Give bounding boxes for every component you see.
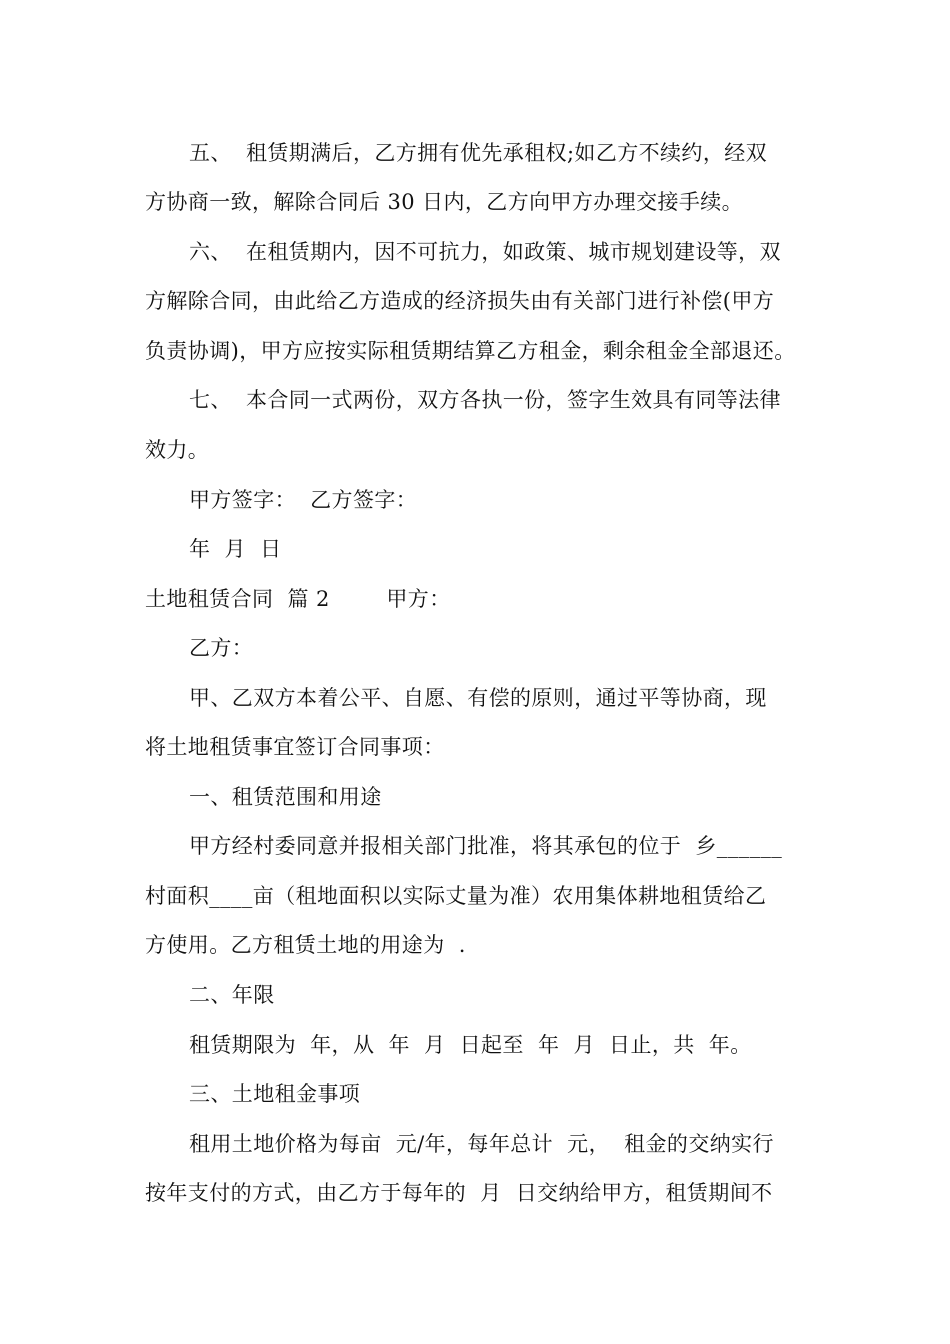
contract-2-heading: 土地租赁合同 篇 2 甲方：	[145, 587, 451, 611]
date-line: 年 月 日	[189, 537, 282, 561]
clause-5-line-1: 五、 租赁期满后，乙方拥有优先承租权;如乙方不续约，经双	[189, 141, 768, 165]
clause-6-line-2: 方解除合同，由此给乙方造成的经济损失由有关部门进行补偿(甲方	[145, 289, 775, 313]
section-3-heading: 三、土地租金事项	[189, 1082, 361, 1106]
preamble-line-2: 将土地租赁事宜签订合同事项：	[145, 735, 445, 759]
clause-6-line-3: 负责协调)，甲方应按实际租赁期结算乙方租金，剩余租金全部退还。	[145, 339, 796, 363]
section-1-line-1: 甲方经村委同意并报相关部门批准，将其承包的位于 乡______	[189, 834, 783, 858]
signature-line: 甲方签字： 乙方签字：	[189, 488, 418, 512]
section-1-line-2: 村面积____亩（租地面积以实际丈量为准）农用集体耕地租赁给乙	[145, 884, 767, 908]
clause-7-line-1: 七、 本合同一式两份，双方各执一份，签字生效具有同等法律	[189, 388, 781, 412]
clause-6-line-1: 六、 在租赁期内，因不可抗力，如政策、城市规划建设等，双	[189, 240, 781, 264]
section-1-heading: 一、租赁范围和用途	[189, 785, 382, 809]
section-2-heading: 二、年限	[189, 983, 275, 1007]
clause-7-line-2: 效力。	[145, 438, 210, 462]
party-b-line: 乙方：	[189, 636, 254, 660]
section-2-line-1: 租赁期限为 年，从 年 月 日起至 年 月 日止，共 年。	[189, 1033, 752, 1057]
section-3-line-2: 按年支付的方式，由乙方于每年的 月 日交纳给甲方，租赁期间不	[145, 1181, 773, 1205]
preamble-line-1: 甲、乙双方本着公平、自愿、有偿的原则，通过平等协商，现	[189, 686, 767, 710]
section-1-line-3: 方使用。乙方租赁土地的用途为 .	[145, 933, 466, 957]
section-3-line-1: 租用土地价格为每亩 元/年，每年总计 元， 租金的交纳实行	[189, 1132, 774, 1156]
clause-5-line-2: 方协商一致，解除合同后 30 日内，乙方向甲方办理交接手续。	[145, 190, 744, 214]
